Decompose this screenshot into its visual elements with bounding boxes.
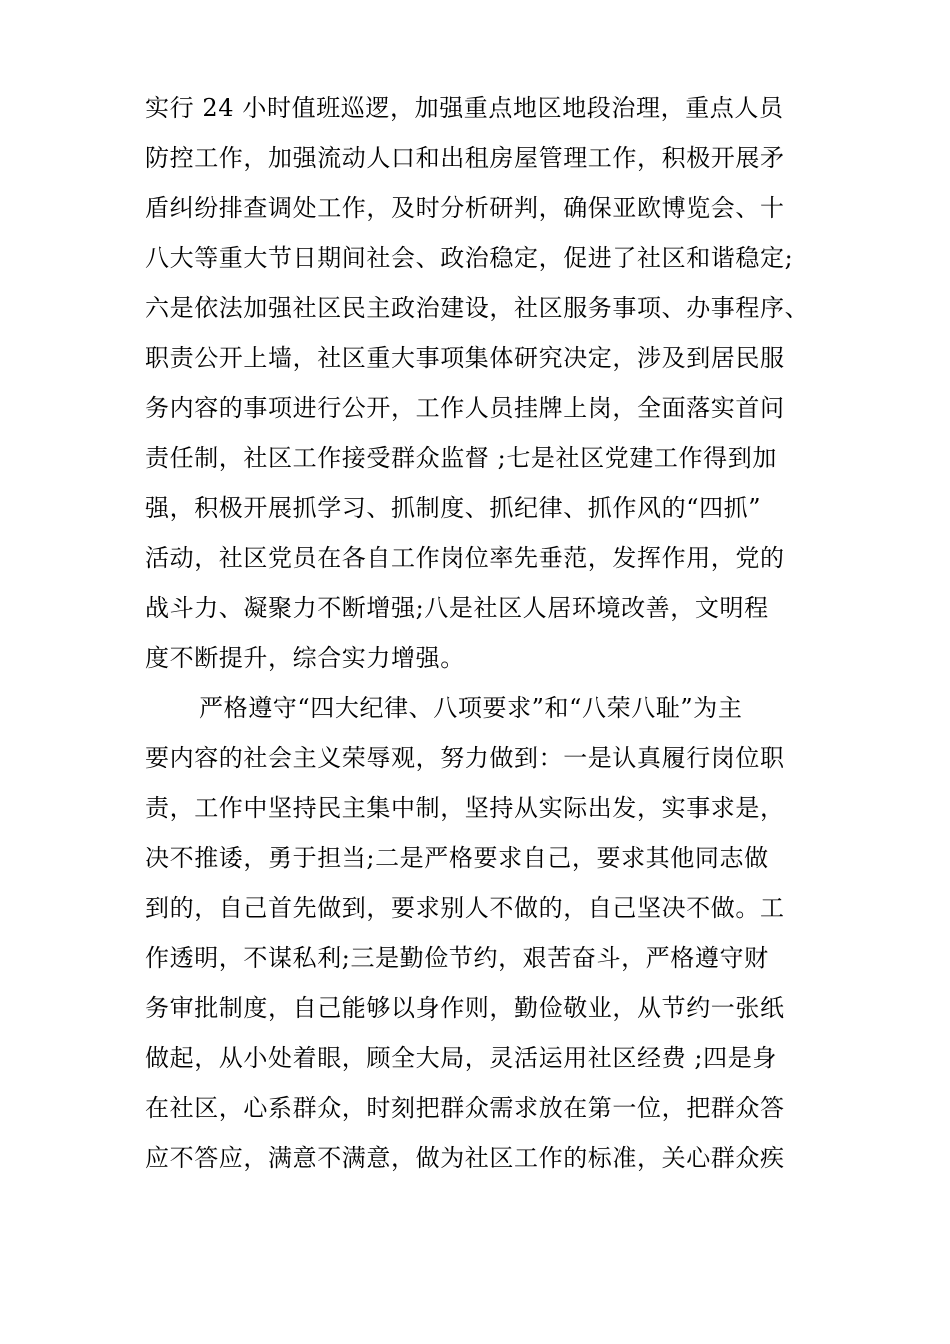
text-line: 六是依法加强社区民主政治建设，社区服务事项、办事程序、 (145, 294, 810, 322)
text-line: 八大等重大节日期间社会、政治稳定，促进了社区和谐稳定; (145, 244, 794, 272)
text-line: 应不答应，满意不满意，做为社区工作的标准，关心群众疾 (145, 1144, 785, 1172)
text-line: 决不推诿，勇于担当;二是严格要求自己，要求其他同志做 (145, 844, 769, 872)
paragraph-1 (145, 96, 815, 670)
text-line: 责任制，社区工作接受群众监督 ;七是社区党建工作得到加 (145, 444, 777, 472)
text-line: 强，积极开展抓学习、抓制度、抓纪律、抓作风的“四抓” (145, 494, 762, 522)
text-line: 防控工作，加强流动人口和出租房屋管理工作，积极开展矛 (145, 144, 785, 172)
text-line: 盾纠纷排查调处工作，及时分析研判，确保亚欧博览会、十 (145, 194, 785, 222)
text-line: 职责公开上墙，社区重大事项集体研究决定，涉及到居民服 (145, 344, 785, 372)
text-line: 实行 24 小时值班巡逻，加强重点地区地段治理，重点人员 (145, 94, 784, 122)
text-line: 要内容的社会主义荣辱观，努力做到：一是认真履行岗位职 (145, 744, 785, 772)
text-line: 战斗力、凝聚力不断增强;八是社区人居环境改善，文明程 (145, 594, 769, 622)
text-line: 务审批制度，自己能够以身作则，勤俭敬业，从节约一张纸 (145, 994, 785, 1022)
paragraph-2 (145, 696, 815, 1170)
text-line: 务内容的事项进行公开，工作人员挂牌上岗，全面落实首问 (145, 394, 785, 422)
text-line: 做起，从小处着眼，顾全大局，灵活运用社区经费 ;四是身 (145, 1044, 777, 1072)
document-body (145, 96, 815, 1196)
text-line: 活动，社区党员在各自工作岗位率先垂范，发挥作用，党的 (145, 544, 785, 572)
text-line: 严格遵守“四大纪律、八项要求”和“八荣八耻”为主 (199, 694, 743, 722)
text-line: 在社区，心系群众，时刻把群众需求放在第一位，把群众答 (145, 1094, 785, 1122)
text-line: 作透明，不谋私利;三是勤俭节约，艰苦奋斗，严格遵守财 (145, 944, 769, 972)
text-line: 度不断提升，综合实力增强。 (145, 644, 465, 672)
text-line: 责，工作中坚持民主集中制，坚持从实际出发，实事求是， (145, 794, 785, 822)
text-line: 到的，自己首先做到，要求别人不做的，自己坚决不做。工 (145, 894, 785, 922)
